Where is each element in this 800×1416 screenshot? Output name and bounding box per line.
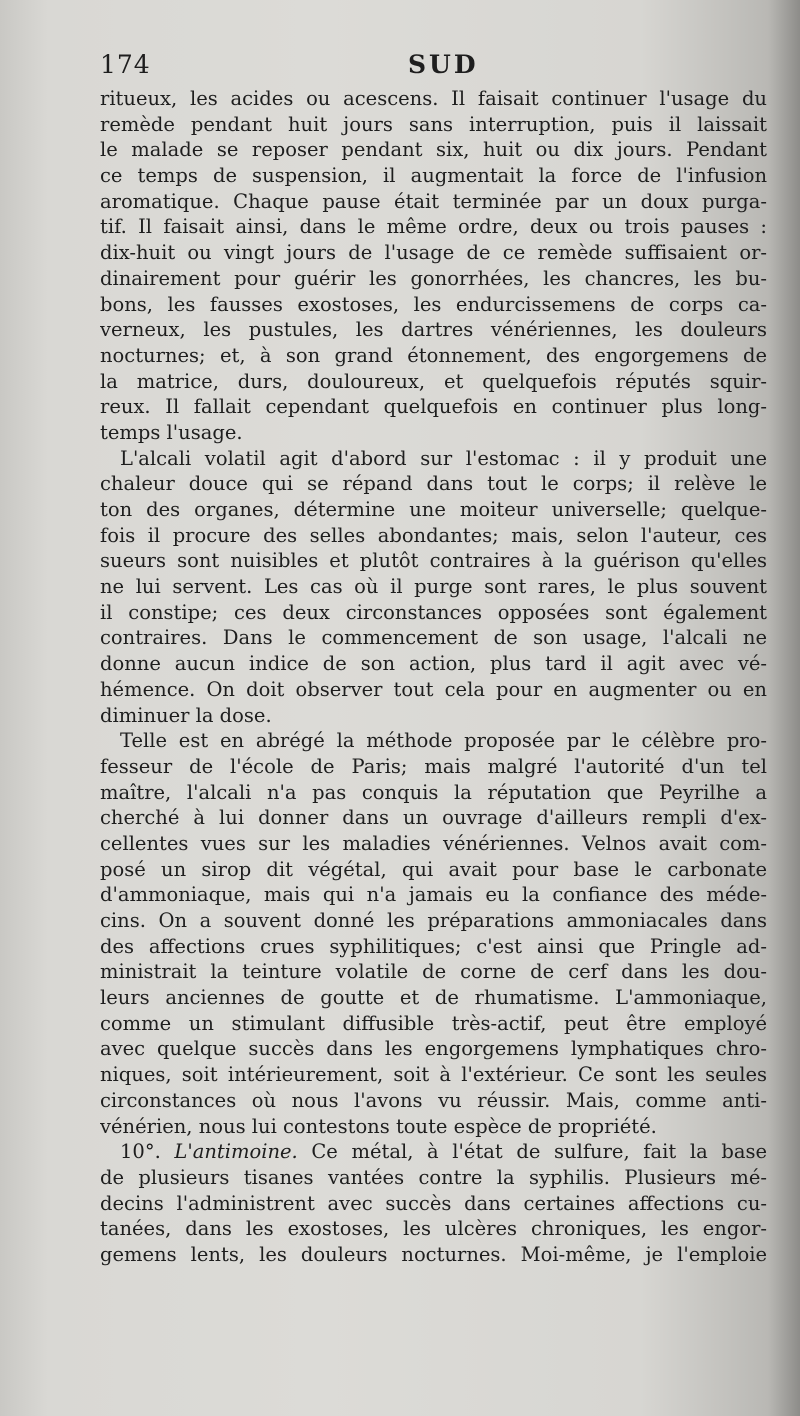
- text-line: fesseur de l'école de Paris; mais malgré l'autorité d'un tel: [100, 754, 767, 778]
- text-line: le malade se reposer pendant six, huit ou dix jours. Pendant: [100, 138, 767, 162]
- text-line: ritueux, les acides ou acescens. Il faisait continuer l'usage du: [100, 87, 767, 110]
- text-line: cellentes vues sur les maladies vénériennes. Velnos avait com-: [100, 831, 767, 855]
- section-heading-line: [100, 1139, 767, 1165]
- text-line: ton des organes, détermine une moiteur universelle; quelque-: [100, 498, 767, 521]
- section-first-line-text: Ce métal, à l'état de sulfure, fait la base: [311, 1140, 767, 1164]
- text-line: d'ammoniaque, mais qui n'a jamais eu la confiance des méde-: [100, 883, 767, 907]
- text-line: de plusieurs tisanes vantées contre la syphilis. Plusieurs mé-: [100, 1165, 767, 1189]
- text-line: ce temps de suspension, il augmentait la force de l'infusion: [100, 164, 767, 188]
- page-number: 174: [100, 50, 151, 79]
- text-line: leurs anciennes de goutte et de rhumatisme. L'ammoniaque,: [100, 986, 767, 1010]
- text-line: remède pendant huit jours sans interruption, puis il laissait: [100, 112, 767, 136]
- text-line: cherché à lui donner dans un ouvrage d'ailleurs rempli d'ex-: [100, 806, 767, 830]
- text-line: fois il procure des selles abondantes; mais, selon l'auteur, ces: [100, 523, 767, 547]
- text-line: Telle est en abrégé la méthode proposée par le célèbre pro-: [120, 729, 767, 753]
- text-line: sueurs sont nuisibles et plutôt contraires à la guérison qu'elles: [100, 549, 767, 573]
- text-line: L'alcali volatil agit d'abord sur l'estomac : il y produit une: [120, 446, 767, 470]
- text-line: donne aucun indice de son action, plus tard il agit avec vé-: [100, 652, 767, 676]
- text-line: temps l'usage.: [100, 420, 243, 444]
- text-line: il constipe; ces deux circonstances opposées sont également: [100, 600, 767, 624]
- text-line: avec quelque succès dans les engorgemens lymphatiques chro-: [100, 1037, 767, 1061]
- text-line: la matrice, durs, douloureux, et quelquefois réputés squir-: [100, 369, 767, 393]
- text-line: maître, l'alcali n'a pas conquis la réputation que Peyrilhe a: [100, 780, 767, 804]
- text-line: contraires. Dans le commencement de son usage, l'alcali ne: [100, 626, 767, 650]
- text-line: vénérien, nous lui contestons toute espèce de propriété.: [100, 1114, 657, 1138]
- text-line: diminuer la dose.: [100, 703, 272, 727]
- text-line: cins. On a souvent donné les préparations ammoniacales dans: [100, 909, 767, 932]
- text-line: gemens lents, les douleurs nocturnes. Moi-même, je l'emploie: [100, 1242, 767, 1266]
- text-line: reux. Il fallait cependant quelquefois en continuer plus long-: [100, 395, 767, 419]
- text-line: circonstances où nous l'avons vu réussir. Mais, comme anti-: [100, 1088, 767, 1112]
- text-line: niques, soit intérieurement, soit à l'extérieur. Ce sont les seules: [100, 1063, 767, 1087]
- text-line: hémence. On doit observer tout cela pour en augmenter ou en: [100, 677, 767, 701]
- text-line: des affections crues syphilitiques; c'est ainsi que Pringle ad-: [100, 934, 767, 958]
- text-line: dinairement pour guérir les gonorrhées, les chancres, les bu-: [100, 266, 767, 290]
- text-line: aromatique. Chaque pause était terminée par un doux purga-: [100, 189, 767, 213]
- section-title: L'antimoine.: [174, 1140, 298, 1164]
- body-text: [100, 86, 767, 1268]
- text-line: decins l'administrent avec succès dans certaines affections cu-: [100, 1191, 767, 1215]
- running-head: SUD: [408, 50, 479, 79]
- text-line: tanées, dans les exostoses, les ulcères chroniques, les engor-: [100, 1217, 767, 1241]
- text-line: tif. Il faisait ainsi, dans le même ordre, deux ou trois pauses :: [100, 215, 767, 239]
- text-line: posé un sirop dit végétal, qui avait pour base le carbonate: [100, 857, 767, 881]
- text-line: ne lui servent. Les cas où il purge sont rares, le plus souvent: [100, 575, 767, 599]
- text-line: dix-huit ou vingt jours de l'usage de ce remède suffisaient or-: [100, 241, 767, 265]
- text-line: nocturnes; et, à son grand étonnement, des engorgemens de: [100, 343, 767, 367]
- text-line: bons, les fausses exostoses, les endurcissemens de corps ca-: [100, 292, 767, 316]
- section-number: 10°.: [120, 1140, 161, 1164]
- text-line: chaleur douce qui se répand dans tout le corps; il relève le: [100, 472, 767, 496]
- text-line: ministrait la teinture volatile de corne de cerf dans les dou-: [100, 960, 767, 984]
- text-line: verneux, les pustules, les dartres vénériennes, les douleurs: [100, 318, 767, 342]
- text-line: comme un stimulant diffusible très-actif, peut être employé: [100, 1011, 767, 1035]
